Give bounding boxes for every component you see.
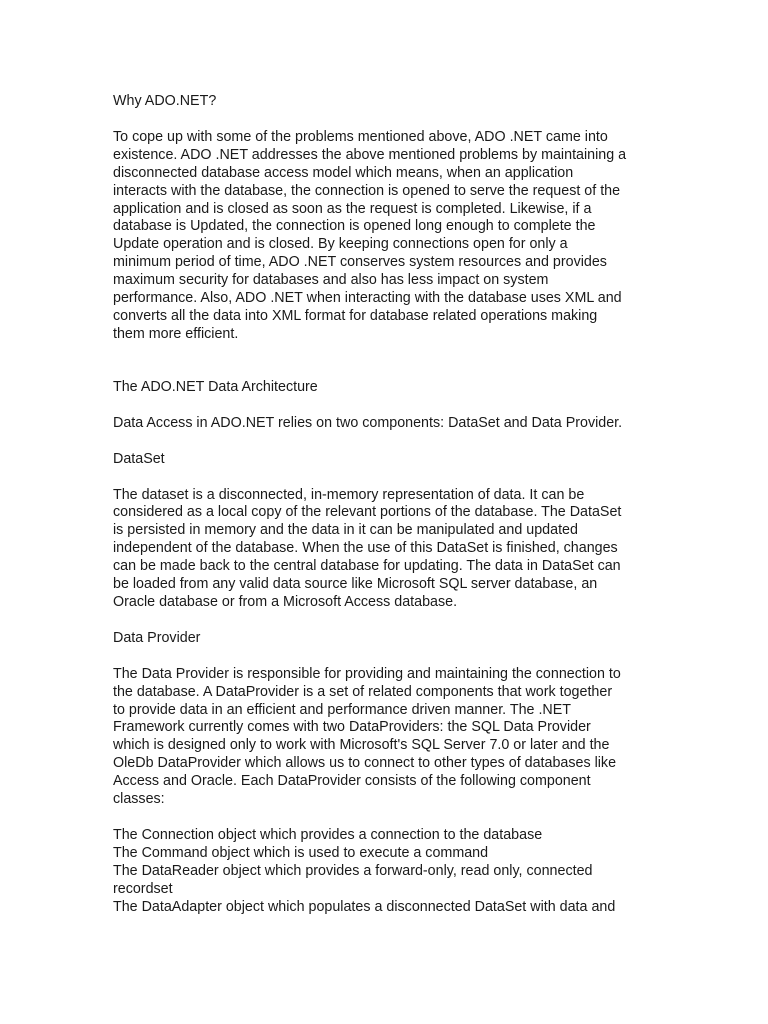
- list-item-datareader: The DataReader object which provides a forward-only, read only, connected recordset: [113, 862, 593, 897]
- list-item-dataadapter: The DataAdapter object which populates a disconnected DataSet with data and: [113, 898, 616, 915]
- paragraph-dataset: The dataset is a disconnected, in-memory representation of data. It can be considered as a local copy of the relevant portions of the database. The DataSet is persisted in memory and the data in it can be manipulated and updated independent of the database. When the use of this DataSet is finished, changes can be made back to the central database for updating. The data in DataSet can be loaded from any valid data source like Microsoft SQL server database, an Oracle database or from a Microsoft Access database.: [113, 486, 622, 610]
- heading-dataset: DataSet: [113, 450, 165, 467]
- heading-data-architecture: The ADO.NET Data Architecture: [113, 378, 318, 395]
- paragraph-data-provider: The Data Provider is responsible for providing and maintaining the connection to the database. A DataProvider is a set of related components that work together to provide data in an efficient and performance driven manner. The .NET Framework currently comes with two DataProviders: the SQL Data Provider which is designed only to work with Microsoft's SQL Server 7.0 or later and the OleDb DataProvider which allows us to connect to other types of databases like Access and Oracle. Each DataProvider consists of the following component classes:: [113, 665, 621, 808]
- heading-data-provider: Data Provider: [113, 629, 201, 646]
- paragraph-data-architecture: Data Access in ADO.NET relies on two components: DataSet and Data Provider.: [113, 414, 623, 431]
- heading-why-adonet: Why ADO.NET?: [113, 93, 217, 109]
- list-item-connection: The Connection object which provides a connection to the database: [113, 827, 543, 843]
- paragraph-why-adonet: To cope up with some of the problems mentioned above, ADO .NET came into existence. ADO .NET addresses the above mentioned problems by maintaining a disconnected database access model which means, when an application interacts with the database, the connection is opened to serve the request of the application and is closed as soon as the request is completed. Likewise, if a database is Updated, the connection is opened long enough to complete the Update operation and is closed. By keeping connections open for only a minimum period of time, ADO .NET conserves system resources and provides maximum security for databases and also has less impact on system performance. Also, ADO .NET when interacting with the database uses XML and converts all the data into XML format for database related operations making them more efficient.: [113, 128, 627, 342]
- document-page: [113, 93, 658, 917]
- component-class-list: [113, 827, 658, 917]
- list-item-command: The Command object which is used to execute a command: [113, 844, 489, 861]
